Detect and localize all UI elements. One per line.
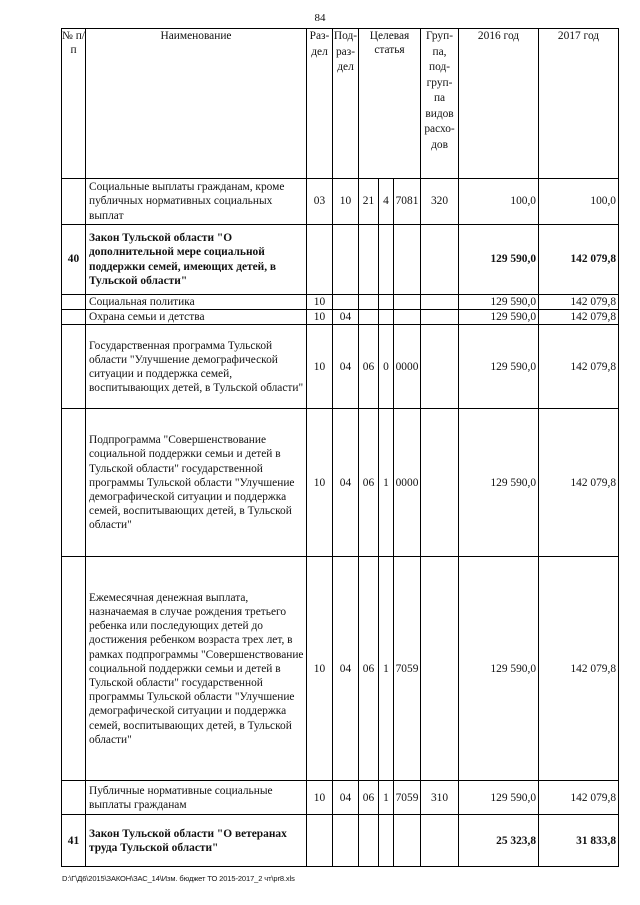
row-expense-group: 310 [421, 781, 459, 815]
row-podrazdel [333, 295, 359, 310]
header-podrazdel: Под- раз- дел [333, 29, 359, 179]
table-row [62, 815, 619, 867]
row-expense-group [421, 295, 459, 310]
row-name: Охрана семьи и детства [86, 310, 307, 325]
row-target-sub: 0 [379, 325, 394, 409]
table-row [62, 310, 619, 325]
row-razdel: 10 [307, 781, 333, 815]
row-target-direction [394, 310, 421, 325]
row-amount-2017: 142 079,8 [539, 557, 619, 781]
row-target-sub [379, 225, 394, 295]
row-target-program: 06 [359, 781, 379, 815]
row-razdel: 10 [307, 325, 333, 409]
row-name: Государственная программа Тульской области "Улучшение демографической ситуации и поддержка семей, воспитывающих детей, в Тульской области" [86, 325, 307, 409]
row-razdel [307, 815, 333, 867]
row-amount-2016: 129 590,0 [459, 295, 539, 310]
row-num [62, 295, 86, 310]
row-target-direction: 7059 [394, 781, 421, 815]
footer-file-path: D:\Г\Д6\2015\ЗАКОН\ЗАС_14\Изм. бюджет ТО 2015-2017_2 чт\pr8.xls [62, 874, 295, 883]
row-amount-2017: 31 833,8 [539, 815, 619, 867]
header-2016: 2016 год [459, 29, 539, 179]
row-expense-group [421, 310, 459, 325]
row-num [62, 557, 86, 781]
table-row [62, 409, 619, 557]
row-target-direction: 0000 [394, 409, 421, 557]
row-expense-group [421, 557, 459, 781]
row-name: Публичные нормативные социальные выплаты гражданам [86, 781, 307, 815]
row-amount-2016: 129 590,0 [459, 409, 539, 557]
row-amount-2016: 100,0 [459, 179, 539, 225]
row-target-program [359, 815, 379, 867]
row-target-sub [379, 295, 394, 310]
row-target-sub [379, 310, 394, 325]
row-podrazdel: 04 [333, 409, 359, 557]
row-expense-group: 320 [421, 179, 459, 225]
row-name: Закон Тульской области "О дополнительной мере социальной поддержки семей, имеющих детей, в Тульской области" [86, 225, 307, 295]
page-number: 84 [314, 12, 326, 24]
row-target-direction [394, 815, 421, 867]
row-expense-group [421, 815, 459, 867]
row-target-sub [379, 815, 394, 867]
header-target: Целевая статья [359, 29, 421, 179]
row-target-program: 06 [359, 409, 379, 557]
row-expense-group [421, 325, 459, 409]
header-num: № п/п [62, 29, 86, 179]
row-amount-2017: 142 079,8 [539, 295, 619, 310]
row-target-sub: 1 [379, 409, 394, 557]
budget-table [61, 28, 619, 867]
row-amount-2016: 129 590,0 [459, 781, 539, 815]
row-num [62, 325, 86, 409]
row-razdel: 10 [307, 295, 333, 310]
header-razdel: Раз- дел [307, 29, 333, 179]
row-target-program [359, 295, 379, 310]
header-2017: 2017 год [539, 29, 619, 179]
header-group: Груп- па, под- груп- па видов расхо- дов [421, 29, 459, 179]
header-name: Наименование [86, 29, 307, 179]
row-razdel: 10 [307, 557, 333, 781]
row-razdel: 10 [307, 310, 333, 325]
row-amount-2016: 129 590,0 [459, 310, 539, 325]
table-body [62, 179, 619, 867]
row-num [62, 781, 86, 815]
row-amount-2017: 100,0 [539, 179, 619, 225]
row-razdel: 03 [307, 179, 333, 225]
row-podrazdel [333, 815, 359, 867]
row-target-program: 06 [359, 325, 379, 409]
row-target-program [359, 310, 379, 325]
row-razdel: 10 [307, 409, 333, 557]
row-podrazdel [333, 225, 359, 295]
table-row [62, 295, 619, 310]
row-name: Подпрограмма "Совершенствование социальной поддержки семьи и детей в Тульской области" государственной программы Тульской области "Улучшение демографической ситуации и поддержка семей, воспитывающих детей, в Тульской области" [86, 409, 307, 557]
row-target-program: 21 [359, 179, 379, 225]
table-row [62, 781, 619, 815]
row-podrazdel: 04 [333, 325, 359, 409]
table-row [62, 325, 619, 409]
row-amount-2016: 129 590,0 [459, 557, 539, 781]
row-target-sub: 1 [379, 781, 394, 815]
row-amount-2016: 129 590,0 [459, 325, 539, 409]
table-row [62, 179, 619, 225]
row-amount-2016: 129 590,0 [459, 225, 539, 295]
row-num [62, 409, 86, 557]
row-target-sub: 1 [379, 557, 394, 781]
row-target-program [359, 225, 379, 295]
row-podrazdel: 10 [333, 179, 359, 225]
row-expense-group [421, 225, 459, 295]
row-razdel [307, 225, 333, 295]
row-target-program: 06 [359, 557, 379, 781]
row-num: 40 [62, 225, 86, 295]
row-name: Закон Тульской области "О ветеранах труда Тульской области" [86, 815, 307, 867]
row-amount-2017: 142 079,8 [539, 781, 619, 815]
row-target-direction: 7081 [394, 179, 421, 225]
row-amount-2017: 142 079,8 [539, 310, 619, 325]
row-target-direction [394, 295, 421, 310]
row-num: 41 [62, 815, 86, 867]
row-amount-2017: 142 079,8 [539, 409, 619, 557]
row-target-direction: 0000 [394, 325, 421, 409]
row-target-direction: 7059 [394, 557, 421, 781]
row-name: Ежемесячная денежная выплата, назначаемая в случае рождения третьего ребенка или последующих детей до достижения ребенком возраста трех лет, в рамках подпрограммы "Совершенствование социальной поддержки семьи и детей в Тульской области" государственной программы Тульской области "Улучшение демографической ситуации и поддержка семей, воспитывающих детей, в Тульской области" [86, 557, 307, 781]
row-podrazdel: 04 [333, 310, 359, 325]
row-name: Социальные выплаты гражданам, кроме публичных нормативных социальных выплат [86, 179, 307, 225]
row-podrazdel: 04 [333, 557, 359, 781]
row-num [62, 310, 86, 325]
row-expense-group [421, 409, 459, 557]
row-amount-2017: 142 079,8 [539, 325, 619, 409]
table-row [62, 557, 619, 781]
row-amount-2017: 142 079,8 [539, 225, 619, 295]
row-target-sub: 4 [379, 179, 394, 225]
table-header-row [62, 29, 619, 179]
row-podrazdel: 04 [333, 781, 359, 815]
row-name: Социальная политика [86, 295, 307, 310]
table-row [62, 225, 619, 295]
row-amount-2016: 25 323,8 [459, 815, 539, 867]
row-num [62, 179, 86, 225]
row-target-direction [394, 225, 421, 295]
